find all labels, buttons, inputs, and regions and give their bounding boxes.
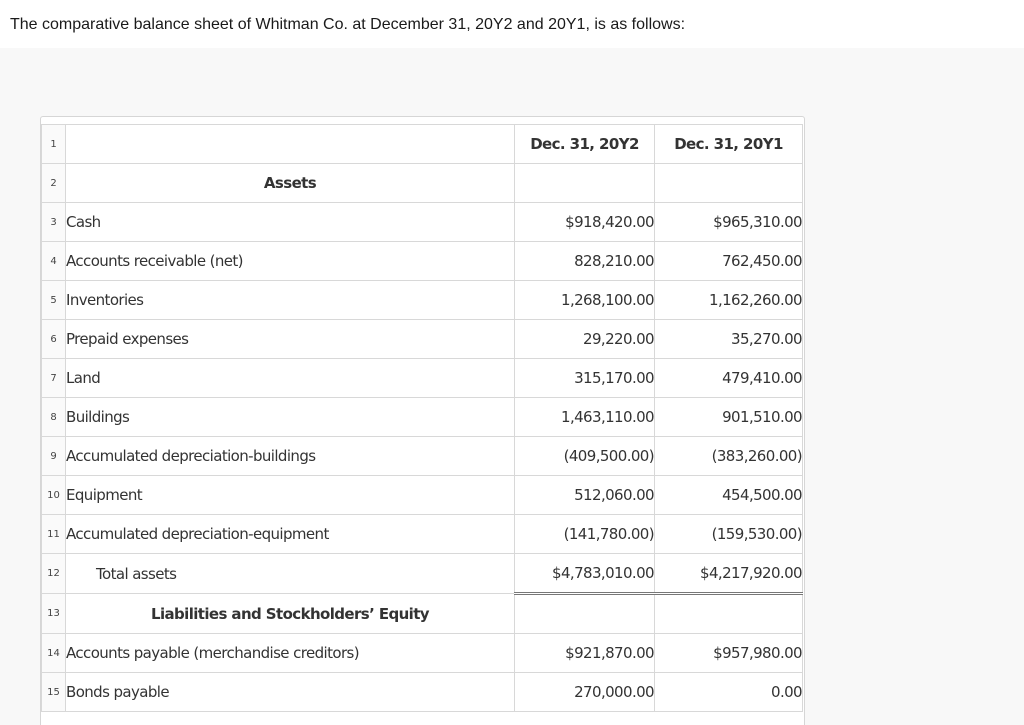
total-value-20y2: $4,783,010.00: [515, 554, 655, 594]
row-number: 14: [42, 634, 66, 673]
row-label: Prepaid expenses: [66, 320, 515, 359]
value-20y1: 454,500.00: [655, 476, 803, 515]
table-row: [42, 359, 803, 398]
value-20y2: 512,060.00: [515, 476, 655, 515]
row-number: 11: [42, 515, 66, 554]
row-label: Buildings: [66, 398, 515, 437]
table-row: [42, 242, 803, 281]
value-20y2: 828,210.00: [515, 242, 655, 281]
row-label: Cash: [66, 203, 515, 242]
table-row: [42, 673, 803, 712]
row-label: Accumulated depreciation-equipment: [66, 515, 515, 554]
table-row: [42, 125, 803, 164]
table-row: [42, 320, 803, 359]
row-number: 9: [42, 437, 66, 476]
table-row: [42, 634, 803, 673]
section-heading-liabilities: Liabilities and Stockholders’ Equity: [66, 594, 515, 634]
table-row: [42, 398, 803, 437]
section-heading-assets: Assets: [66, 164, 515, 203]
value-20y1: 901,510.00: [655, 398, 803, 437]
row-label: Land: [66, 359, 515, 398]
table-row: [42, 281, 803, 320]
value-20y2: (409,500.00): [515, 437, 655, 476]
row-number: 1: [42, 125, 66, 164]
value-20y2: [515, 594, 655, 634]
row-label: Equipment: [66, 476, 515, 515]
table-row: [42, 476, 803, 515]
row-number: 4: [42, 242, 66, 281]
table-row: [42, 203, 803, 242]
row-number: 3: [42, 203, 66, 242]
row-label: Bonds payable: [66, 673, 515, 712]
value-20y2: (141,780.00): [515, 515, 655, 554]
value-20y2: 270,000.00: [515, 673, 655, 712]
value-20y1: $965,310.00: [655, 203, 803, 242]
value-20y1: [655, 594, 803, 634]
row-number: 12: [42, 554, 66, 594]
value-20y1: 35,270.00: [655, 320, 803, 359]
table-row: [42, 515, 803, 554]
intro-text: The comparative balance sheet of Whitman Co. at December 31, 20Y2 and 20Y1, is as follows:: [10, 16, 686, 33]
row-label: Inventories: [66, 281, 515, 320]
row-number: 10: [42, 476, 66, 515]
value-20y2: 29,220.00: [515, 320, 655, 359]
value-20y1: 1,162,260.00: [655, 281, 803, 320]
value-20y1: 0.00: [655, 673, 803, 712]
row-number: 7: [42, 359, 66, 398]
table-row: [42, 437, 803, 476]
row-number: 13: [42, 594, 66, 634]
row-number: 5: [42, 281, 66, 320]
row-number: 6: [42, 320, 66, 359]
row-label: Accounts payable (merchandise creditors): [66, 634, 515, 673]
value-20y2: 1,463,110.00: [515, 398, 655, 437]
column-header-20y1: Dec. 31, 20Y1: [655, 125, 803, 164]
row-label: [66, 125, 515, 164]
row-label: Accumulated depreciation-buildings: [66, 437, 515, 476]
value-20y2: 315,170.00: [515, 359, 655, 398]
value-20y1: 762,450.00: [655, 242, 803, 281]
value-20y1: (383,260.00): [655, 437, 803, 476]
table-row: [42, 594, 803, 634]
row-label: Accounts receivable (net): [66, 242, 515, 281]
value-20y1: 479,410.00: [655, 359, 803, 398]
value-20y1: $957,980.00: [655, 634, 803, 673]
value-20y2: $918,420.00: [515, 203, 655, 242]
column-header-20y2: Dec. 31, 20Y2: [515, 125, 655, 164]
balance-sheet-table: [41, 124, 803, 712]
value-20y2: $921,870.00: [515, 634, 655, 673]
row-label-total: Total assets: [66, 554, 515, 594]
row-number: 8: [42, 398, 66, 437]
value-20y1: (159,530.00): [655, 515, 803, 554]
value-20y2: [515, 164, 655, 203]
table-row-total-assets: [42, 554, 803, 594]
total-value-20y1: $4,217,920.00: [655, 554, 803, 594]
table-row: [42, 164, 803, 203]
value-20y1: [655, 164, 803, 203]
value-20y2: 1,268,100.00: [515, 281, 655, 320]
row-number: 2: [42, 164, 66, 203]
row-number: 15: [42, 673, 66, 712]
